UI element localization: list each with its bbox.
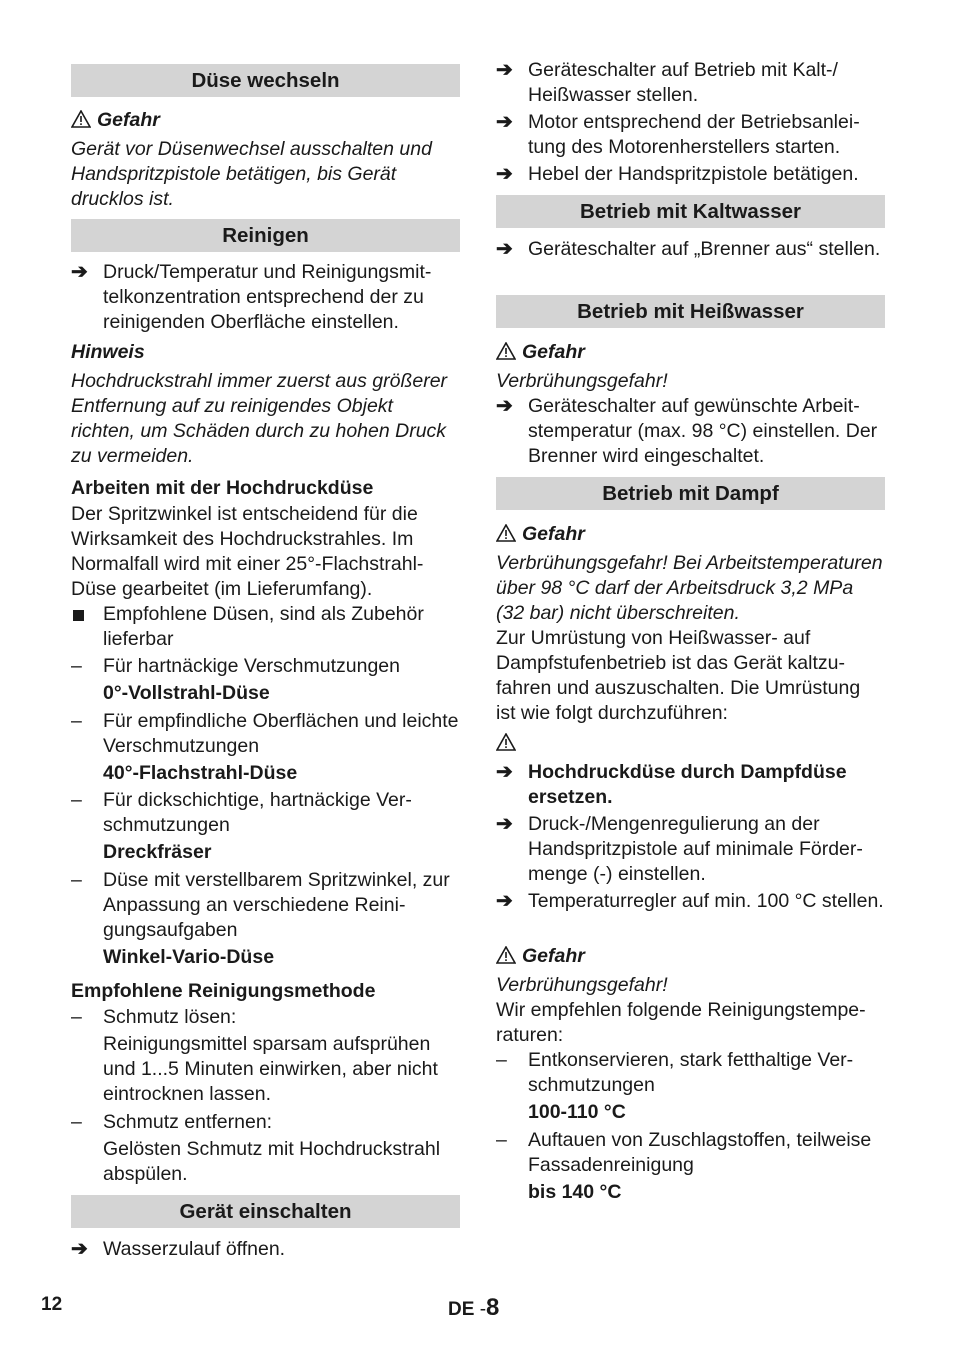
arrow-right-icon: ➔ xyxy=(496,163,513,185)
warning-gefahr-3 xyxy=(496,522,885,549)
subheading-methode: Empfohlene Reinigungsmethode xyxy=(71,980,376,1002)
step-text: Geräteschalter auf „Brenner aus“ stellen. xyxy=(528,238,881,260)
step-motor-starten xyxy=(496,110,885,160)
list-item-duese-2-name: 40°-Flachstrahl-Düse xyxy=(103,762,298,784)
step-text: Geräteschalter auf gewünschte Arbeitstemperatur (max. 98 °C) einstellen. Der Brenner wird eingeschaltet. xyxy=(528,395,878,467)
warning-text-3: Verbrühungsgefahr! Bei Arbeitstemperaturen über 98 °C darf der Arbeitsdruck 3,2 MPa (32 bar) nicht überschreiten. xyxy=(496,552,883,624)
method-item-text: Schmutz lösen: xyxy=(103,1006,237,1028)
step-text: Druck/Temperatur und Reinigungsmittelkonzentration entsprechend der zu reinigenden Oberfläche einstellen. xyxy=(103,261,432,333)
step-arbeitstemperatur xyxy=(496,394,885,469)
dash-marker: – xyxy=(496,1049,507,1071)
temp-item-1 xyxy=(496,1048,885,1098)
warning-gefahr-2 xyxy=(496,340,885,367)
heading-betrieb-kaltwasser: Betrieb mit Kaltwasser xyxy=(496,195,885,228)
square-bullet-icon xyxy=(73,610,84,621)
paragraph-empfehlung: Wir empfehlen folgende Reinigungstemperaturen: xyxy=(496,999,866,1046)
list-item-text: Für hartnäckige Verschmutzungen xyxy=(103,655,400,677)
temp-item-1-value: 100-110 °C xyxy=(528,1101,626,1123)
step-geraeteschalter-kalt-heiss xyxy=(496,58,885,108)
heading-betrieb-dampf: Betrieb mit Dampf xyxy=(496,477,885,510)
step-dampfduese xyxy=(496,760,885,810)
dash-marker: – xyxy=(71,789,82,811)
note-label: Hinweis xyxy=(71,341,145,363)
dash-marker: – xyxy=(71,655,82,677)
step-text: Temperaturregler auf min. 100 °C stellen. xyxy=(528,890,884,912)
warning-triangle-icon xyxy=(496,946,516,971)
step-druck-temperatur xyxy=(71,260,460,335)
temp-item-text: Auftauen von Zuschlagstoffen, teilweise Fassadenreinigung xyxy=(528,1129,872,1176)
arrow-right-icon: ➔ xyxy=(496,890,513,912)
warning-triangle-icon xyxy=(496,342,516,367)
step-text: Hebel der Handspritzpistole betätigen. xyxy=(528,163,859,185)
method-item-1 xyxy=(71,1005,460,1030)
arrow-right-icon: ➔ xyxy=(71,261,88,283)
step-text: Druck-/Mengenregulierung an der Handspritzpistole auf minimale Fördermenge (-) einstellen. xyxy=(528,813,863,885)
page-number: 12 xyxy=(41,1294,63,1315)
arrow-right-icon: ➔ xyxy=(496,238,513,260)
dash-marker: – xyxy=(71,710,82,732)
footer-section xyxy=(448,1294,499,1322)
step-hebel xyxy=(496,162,885,187)
subheading-arbeiten: Arbeiten mit der Hochdruckdüse xyxy=(71,477,374,499)
footer-separator: - xyxy=(479,1299,487,1320)
warning-label: Gefahr xyxy=(97,109,160,131)
arrow-right-icon: ➔ xyxy=(496,59,513,81)
step-text: Hochdruckdüse durch Dampfdüse ersetzen. xyxy=(528,761,847,808)
warning-standalone xyxy=(496,731,885,758)
list-item-text: Für empfindliche Oberflächen und leichte Verschmutzungen xyxy=(103,710,459,757)
method-item-2-detail: Gelösten Schmutz mit Hochdruckstrahl abspülen. xyxy=(103,1138,441,1185)
warning-text-4: Verbrühungsgefahr! xyxy=(496,974,668,996)
list-item-duese-3 xyxy=(71,788,460,838)
temp-item-2-value: bis 140 °C xyxy=(528,1181,622,1203)
warning-gefahr-1 xyxy=(71,108,460,135)
dash-marker: – xyxy=(71,1006,82,1028)
step-mengenregulierung xyxy=(496,812,885,887)
dash-marker: – xyxy=(71,869,82,891)
warning-gefahr-4 xyxy=(496,944,885,971)
warning-text-1: Gerät vor Düsenwechsel ausschalten und Handspritzpistole betätigen, bis Gerät drucklos ist. xyxy=(71,138,432,210)
list-item-duese-3-name: Dreckfräser xyxy=(103,841,212,863)
dash-marker: – xyxy=(496,1129,507,1151)
step-text: Geräteschalter auf Betrieb mit Kalt-/ Heißwasser stellen. xyxy=(528,59,838,106)
step-text: Wasserzulauf öffnen. xyxy=(103,1238,286,1260)
heading-geraet-einschalten: Gerät einschalten xyxy=(71,1195,460,1228)
warning-text-2: Verbrühungsgefahr! xyxy=(496,370,668,392)
list-item-duese-4-name: Winkel-Vario-Düse xyxy=(103,946,275,968)
paragraph-umruestung: Zur Umrüstung von Heißwasser- auf Dampfstufenbetrieb ist das Gerät kaltzufahren und auszuschalten. Die Umrüstung ist wie folgt durchzuführen: xyxy=(496,627,861,724)
dash-marker: – xyxy=(71,1111,82,1133)
heading-duese-wechseln: Düse wechseln xyxy=(71,64,460,97)
warning-triangle-icon xyxy=(496,733,516,758)
arrow-right-icon: ➔ xyxy=(496,395,513,417)
heading-betrieb-heisswasser: Betrieb mit Heißwasser xyxy=(496,295,885,328)
arrow-right-icon: ➔ xyxy=(71,1238,88,1260)
paragraph-spritzwinkel: Der Spritzwinkel ist entscheidend für die Wirksamkeit des Hochdruckstrahles. Im Normalfall wird mit einer 25°-Flachstrahl-Düse gearbeitet (im Lieferumfang). xyxy=(71,503,424,600)
arrow-right-icon: ➔ xyxy=(496,111,513,133)
bullet-text: Empfohlene Düsen, sind als Zubehör lieferbar xyxy=(103,603,424,650)
list-item-duese-1-name: 0°-Vollstrahl-Düse xyxy=(103,682,270,704)
step-text: Motor entsprechend der Betriebsanleitung des Motorenherstellers starten. xyxy=(528,111,860,158)
note-text: Hochdruckstrahl immer zuerst aus größerer Entfernung auf zu reinigendes Objekt richten, um Schäden durch zu hohen Druck zu vermeiden. xyxy=(71,370,448,467)
warning-label: Gefahr xyxy=(522,523,585,545)
footer-section-page: 8 xyxy=(486,1294,500,1321)
footer-lang: DE xyxy=(448,1299,475,1320)
step-wasserzulauf xyxy=(71,1237,460,1262)
warning-label: Gefahr xyxy=(522,945,585,967)
temp-item-text: Entkonservieren, stark fetthaltige Verschmutzungen xyxy=(528,1049,854,1096)
method-item-2 xyxy=(71,1110,460,1135)
temp-item-2 xyxy=(496,1128,885,1178)
list-item-duese-2 xyxy=(71,709,460,759)
arrow-right-icon: ➔ xyxy=(496,813,513,835)
list-item-text: Für dickschichtige, hartnäckige Verschmutzungen xyxy=(103,789,412,836)
step-temperaturregler xyxy=(496,889,885,914)
step-brenner-aus xyxy=(496,237,885,262)
arrow-right-icon: ➔ xyxy=(496,761,513,783)
method-item-1-detail: Reinigungsmittel sparsam aufsprühen und 1...5 Minuten einwirken, aber nicht eintrocknen lassen. xyxy=(103,1033,438,1105)
method-item-text: Schmutz entfernen: xyxy=(103,1111,273,1133)
list-item-duese-4 xyxy=(71,868,460,943)
list-item-text: Düse mit verstellbarem Spritzwinkel, zur Anpassung an verschiedene Reinigungsaufgaben xyxy=(103,869,450,941)
warning-triangle-icon xyxy=(496,524,516,549)
warning-label: Gefahr xyxy=(522,341,585,363)
list-item-duese-1 xyxy=(71,654,460,679)
bullet-empfohlene-duesen xyxy=(71,602,460,652)
warning-triangle-icon xyxy=(71,110,91,135)
heading-reinigen: Reinigen xyxy=(71,219,460,252)
